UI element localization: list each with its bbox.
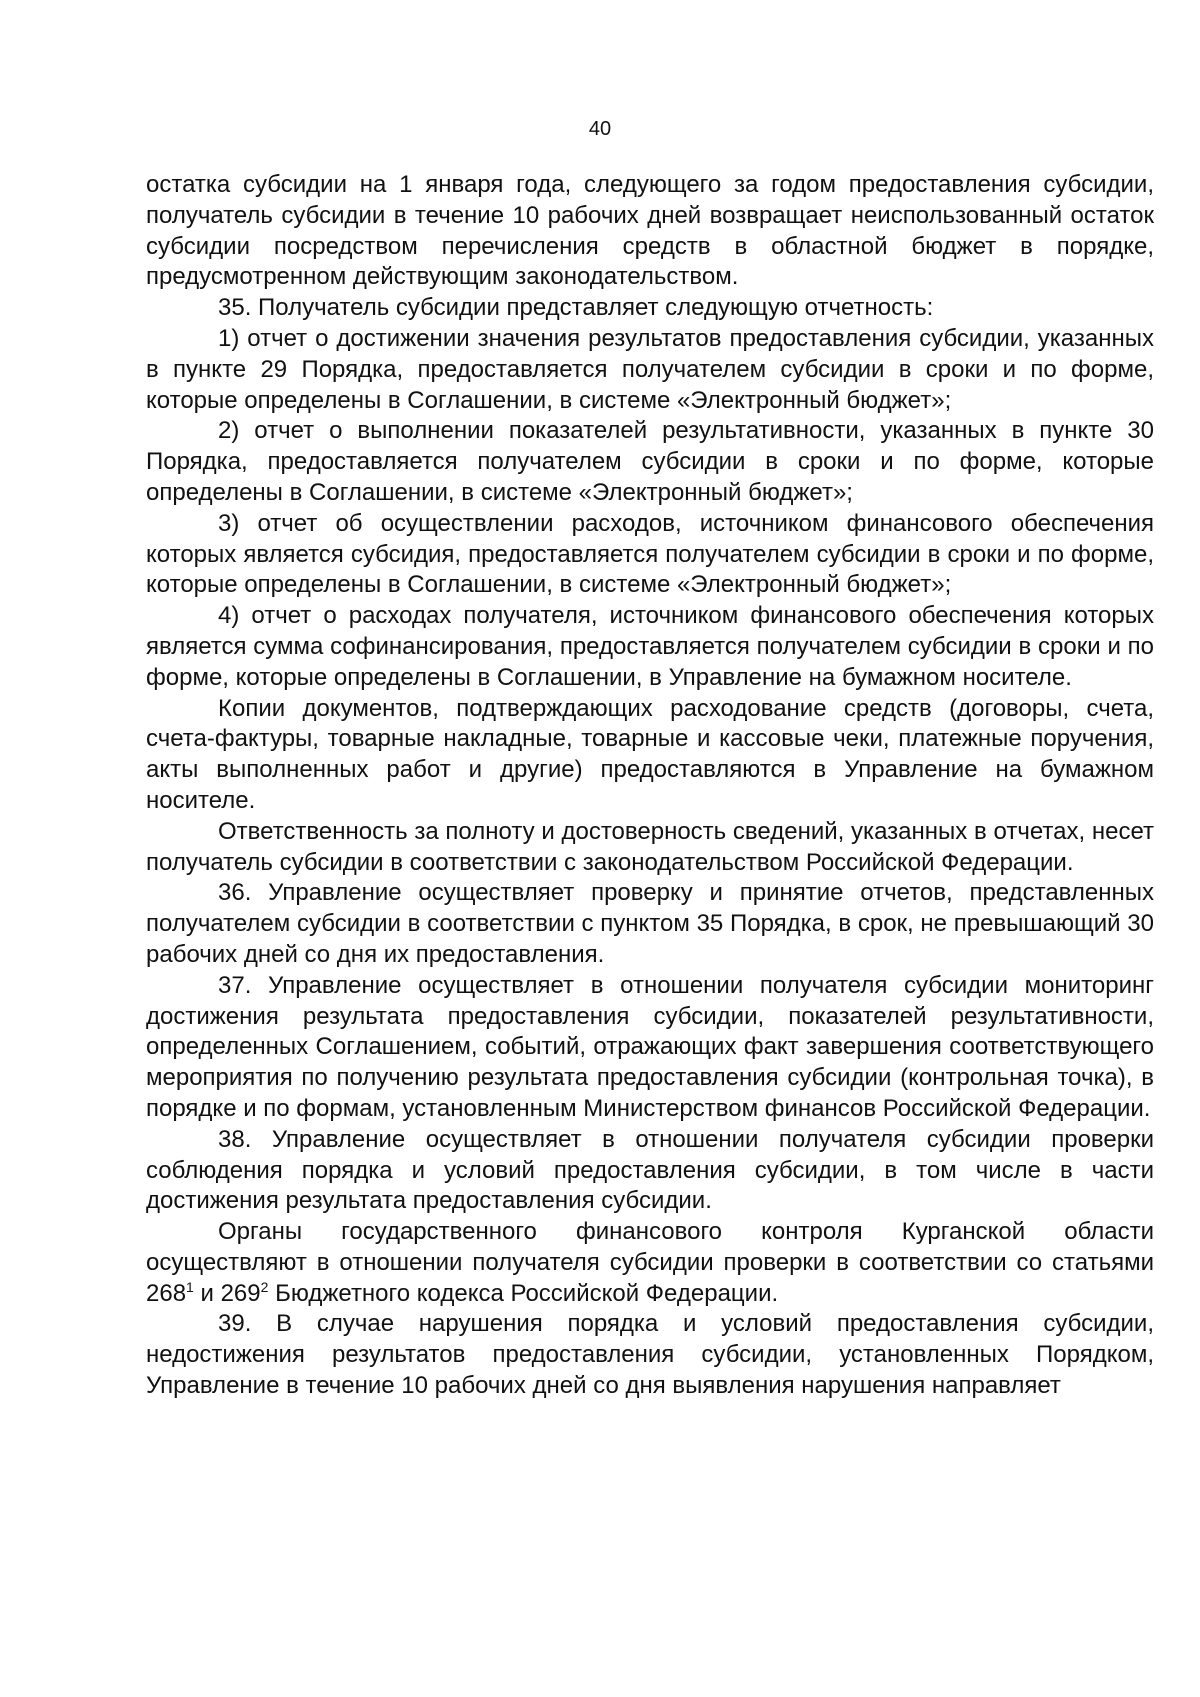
article-268-superscript: 1	[186, 1278, 194, 1295]
paragraph-38-checks: 38. Управление осуществляет в отношении получателя субсидии проверки соблюдения порядка и условий предоставления субсидии, в том числе в части достижения результата предоставления субсидии.	[146, 1125, 1154, 1215]
financial-control-text-before: Органы государственного финансового контроля Курганской области осуществляют в отношении получателя субсидии проверки в соответствии со статьями 268	[146, 1218, 1154, 1307]
paragraph-36-verification: 36. Управление осуществляет проверку и принятие отчетов, представленных получателем субсидии в соответствии с пунктом 35 Порядка, в срок, не превышающий 30 рабочих дней со дня их предоставления.	[146, 879, 1154, 968]
paragraph-subsidy-remainder: остатка субсидии на 1 января года, следующего за годом предоставления субсидии, получатель субсидии в течение 10 рабочих дней возвращает неиспользованный остаток субсидии посредством перечисления средств в областной бюджет в порядке, предусмотренном действующим законодательством.	[146, 171, 1154, 291]
paragraph-financial-control	[146, 1217, 1154, 1309]
document-body	[146, 170, 1154, 1402]
paragraph-responsibility: Ответственность за полноту и достоверность сведений, указанных в отчетах, несет получатель субсидии в соответствии с законодательством Российской Федерации.	[146, 817, 1154, 876]
article-269-superscript: 2	[260, 1278, 269, 1295]
paragraph-report-2: 2) отчет о выполнении показателей результативности, указанных в пункте 30 Порядка, предоставляется получателем субсидии в сроки и по форме, которые определены в Соглашении, в системе «Электронный бюджет»;	[146, 417, 1154, 506]
financial-control-text-middle: и 269	[193, 1279, 261, 1307]
paragraph-37-monitoring: 37. Управление осуществляет в отношении получателя субсидии мониторинг достижения результата предоставления субсидии, показателей результативности, определенных Соглашением, событий, отражающих факт завершения соответствующего мероприятия по получению результата предоставления субсидии (контрольная точка), в порядке и по формам, установленным Министерством финансов Российской Федерации.	[146, 971, 1154, 1122]
page-number: 40	[588, 118, 612, 140]
paragraph-report-1: 1) отчет о достижении значения результатов предоставления субсидии, указанных в пункте 29 Порядка, предоставляется получателем субсидии в сроки и по форме, которые определены в Соглашении, в системе «Электронный бюджет»;	[146, 324, 1154, 414]
paragraph-report-3: 3) отчет об осуществлении расходов, источником финансового обеспечения которых является субсидия, предоставляется получателем субсидии в сроки и по форме, которые определены в Соглашении, в системе «Электронный бюджет»;	[146, 509, 1154, 599]
paragraph-document-copies: Копии документов, подтверждающих расходование средств (договоры, счета, счета-фактуры, товарные накладные, товарные и кассовые чеки, платежные поручения, акты выполненных работ и другие) предоставляются в Управление на бумажном носителе.	[146, 694, 1154, 814]
paragraph-35-reporting: 35. Получатель субсидии представляет следующую отчетность:	[218, 294, 934, 322]
paragraph-report-4: 4) отчет о расходах получателя, источником финансового обеспечения которых является сумма софинансирования, предоставляется получателем субсидии в сроки и по форме, которые определены в Соглашении, в Управление на бумажном носителе.	[146, 602, 1154, 691]
financial-control-text-after: Бюджетного кодекса Российской Федерации.	[268, 1279, 779, 1307]
paragraph-39-violations: 39. В случае нарушения порядка и условий предоставления субсидии, недостижения результатов предоставления субсидии, установленных Порядком, Управление в течение 10 рабочих дней со дня выявления нарушения направляет	[146, 1310, 1154, 1400]
